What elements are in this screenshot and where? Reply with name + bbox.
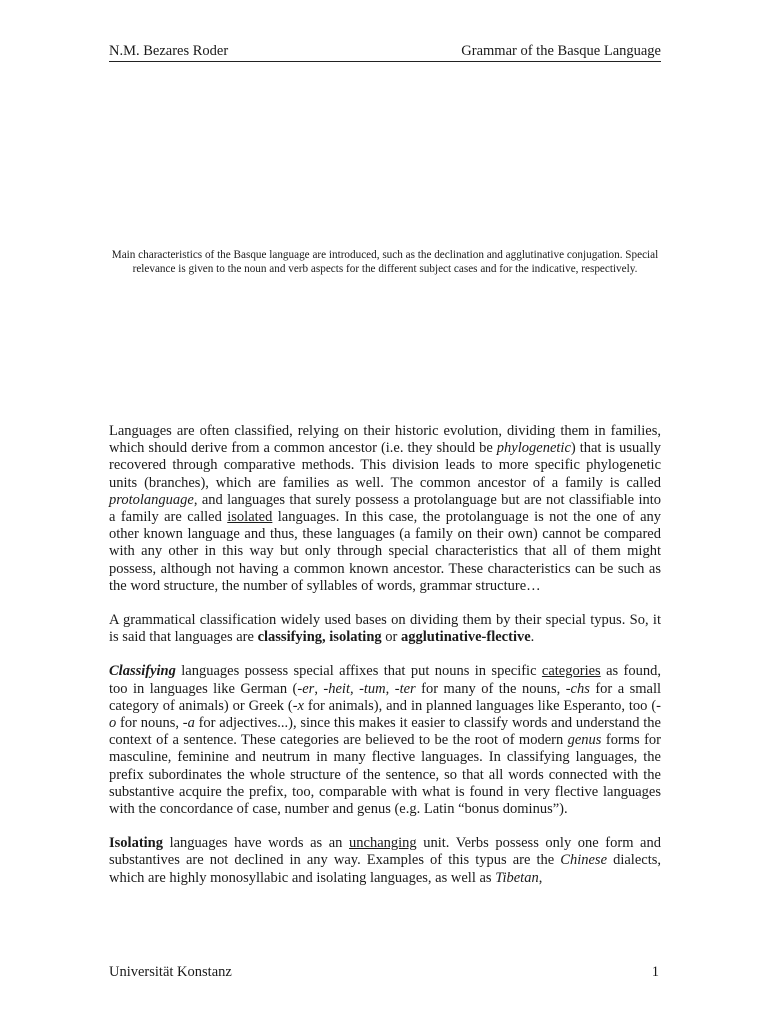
italic-term: -ter [394,680,416,697]
italic-term: -a [182,715,195,732]
text-span: as found, too in languages like German ( [109,663,661,697]
italic-term: Chinese [560,852,608,869]
bold-italic-term: Classifying [109,663,176,680]
italic-term: genus [567,732,602,749]
header-title: Grammar of the Basque Language [461,43,661,59]
italic-term: -o [109,697,661,732]
text-span: . [530,629,535,646]
paragraph-classifying [109,663,661,818]
underlined-term: isolated [227,509,273,526]
underlined-term: unchanging [349,835,417,852]
paragraph-isolating [109,835,661,887]
text-span: dialects, which are highly monosyllabic and isolating languages, as well as [109,852,662,886]
paragraph-classification-intro [109,423,661,595]
italic-term: -heit [323,680,350,697]
text-span: , [538,869,543,886]
text-span: Languages are often classified, relying on their historic evolution, dividing them in families, which should derive from a common ancestor (i.e. they should be [109,423,661,457]
text-span: , [314,680,324,697]
text-span: or [381,629,401,646]
text-span: for adjectives...), since this makes it easier to classify words and understand the context of a sentence. These categories are believed to be the root of modern [109,715,661,749]
text-span: , [385,680,395,697]
text-span: for animals), and in planned languages like Esperanto, too ( [303,697,657,714]
text-span: , [349,680,360,697]
text-span: , and languages that surely possess a protolanguage but are not classifiable into a family are called [109,491,661,526]
text-span: ) that is usually recovered through comparative methods. This division leads to more specific phylogenetic units (branches), which are families as well. The common ancestor of a family is called [109,440,661,491]
text-span: languages. In this case, the protolanguage is not the one of any other known language and thus, these languages (a family on their own) cannot be compared with any other in this way but only through special characteristics that all of them might possess, although not having a common known ancestor. These characteristics can be such as the word structure, the number of syllables of words, grammar structure… [109,509,661,594]
italic-term: phylogenetic [496,440,571,457]
text-span: forms for masculine, feminine and neutrum in many flective languages. In classifying languages, the prefix subordinates the whole structure of the sentence, so that all words connected with the substantive acquire the prefix, too, comparable with what is found in very flective languages with the concordance of case, number and genus (e.g. Latin “bonus dominus”). [109,732,661,818]
italic-term: -er [297,680,315,697]
text-span: unit. Verbs possess only one form and substantives are not declined in any way. Examples of this typus are the [109,835,661,869]
page-header [109,43,661,62]
italic-term: protolanguage [109,491,194,508]
body-text [109,423,661,887]
abstract: Main characteristics of the Basque language are introduced, such as the declination and agglutinative conjugation. Special relevance is given to the noun and verb aspects for the different subject cases and for the indicative, respectively. [111,249,659,275]
text-span: for a small category of animals) or Greek ( [109,680,662,714]
text-span: languages possess special affixes that put nouns in specific [175,663,542,680]
bold-term: Isolating [109,835,163,852]
page-number: 1 [651,964,659,980]
italic-term: Tibetan [495,869,539,886]
paragraph-typus [109,612,661,646]
italic-term: -chs [565,680,590,697]
text-span: for nouns, [116,715,183,732]
page-footer [109,964,661,982]
text-span: languages have words as an [163,835,350,852]
text-span: for many of the nouns, [415,680,566,697]
text-span: A grammatical classification widely used bases on dividing them by their special typus. So, it is said that languages are [109,612,661,646]
header-author: N.M. Bezares Roder [109,43,229,59]
bold-term: agglutinative-flective [401,629,531,646]
italic-term: -tum [359,680,386,697]
underlined-term: categories [541,663,601,680]
italic-term: -x [292,697,304,714]
footer-institution: Universität Konstanz [109,964,232,980]
bold-term: classifying, isolating [257,629,382,646]
